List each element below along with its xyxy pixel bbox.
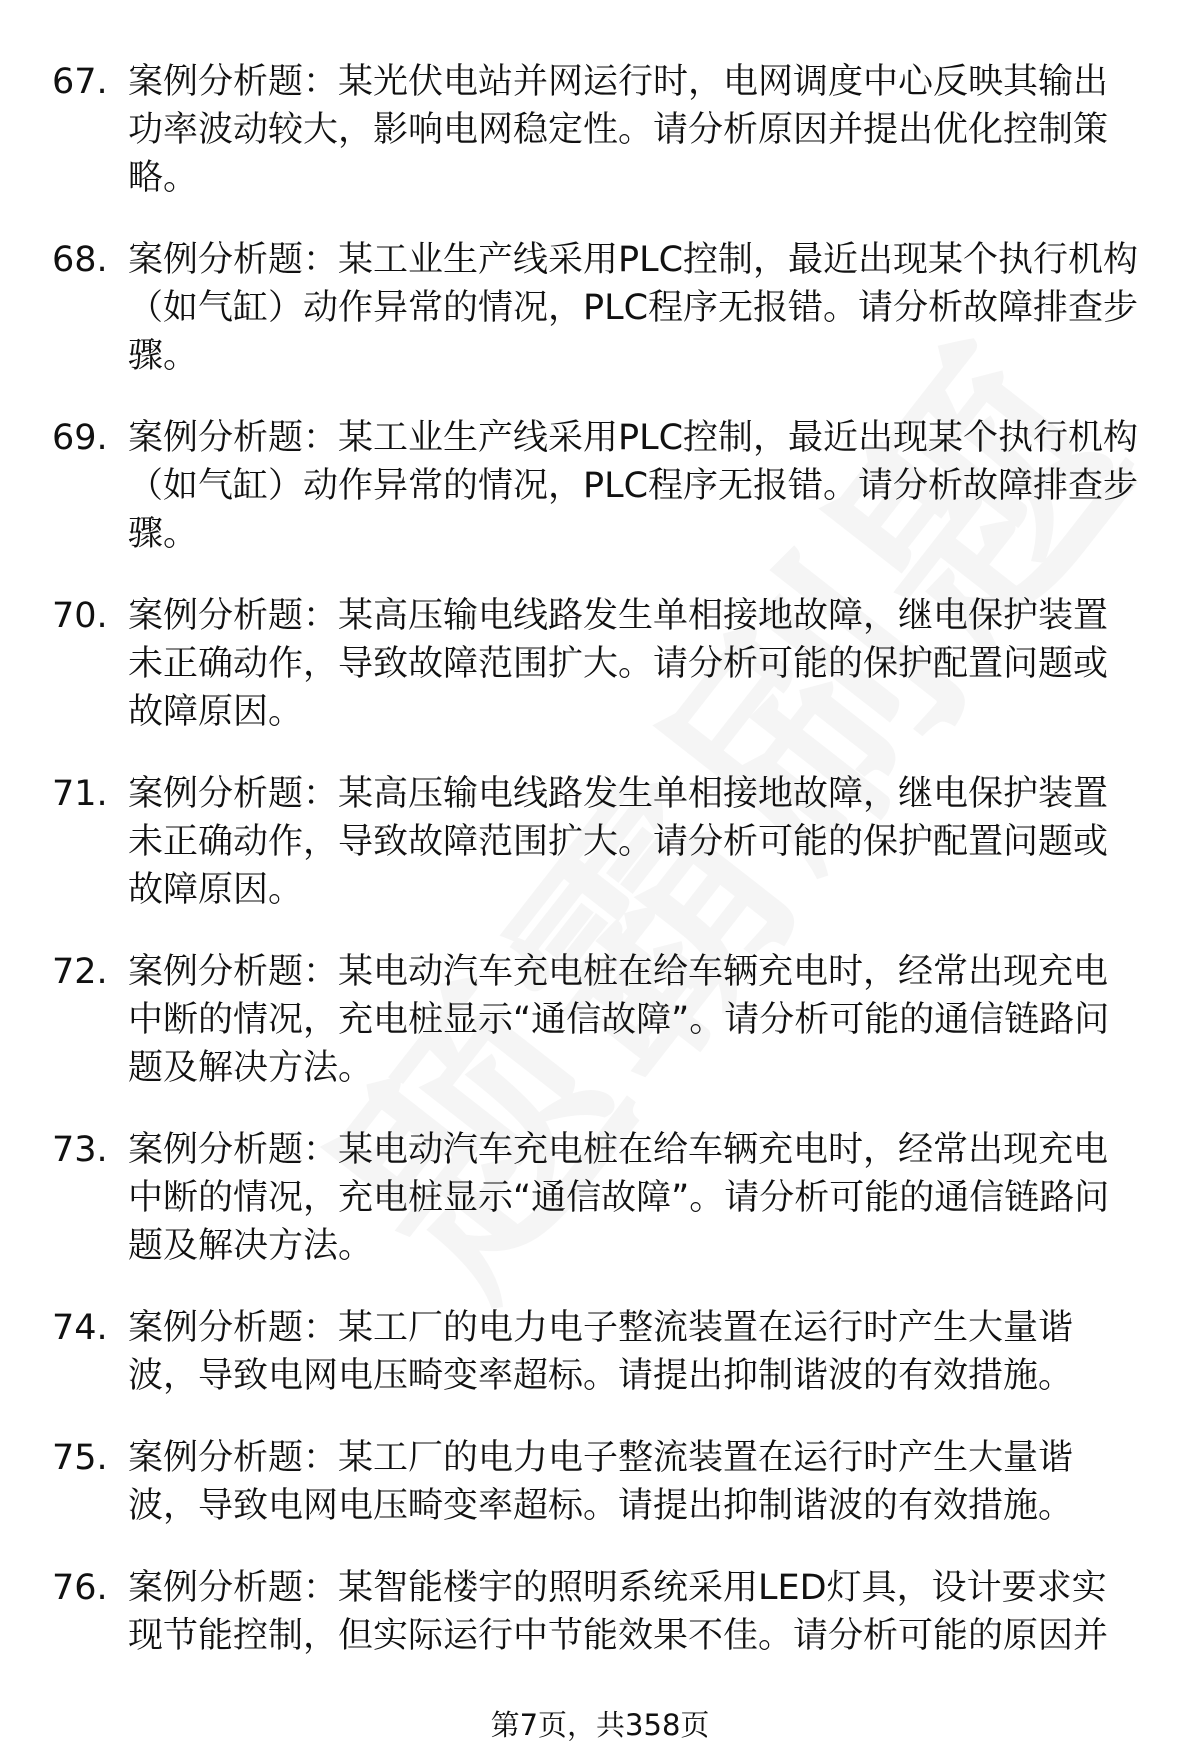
question-list [0,58,1200,1694]
question-text: 案例分析题：某工业生产线采用PLC控制，最近出现某个执行机构（如气缸）动作异常的情况，PLC程序无报错。请分析故障排查步骤。 [128,240,1139,376]
question-number: 68. [52,240,108,280]
question-text: 案例分析题：某智能楼宇的照明系统采用LED灯具，设计要求实现节能控制，但实际运行中节能效果不佳。请分析可能的原因并 [128,1568,1109,1656]
question-item [0,1126,1200,1270]
question-item [0,1564,1200,1660]
question-number: 75. [52,1438,108,1478]
question-item [0,58,1200,202]
page-footer: 第7页，共358页 [490,1708,710,1742]
question-item [0,414,1200,558]
question-text: 案例分析题：某高压输电线路发生单相接地故障，继电保护装置未正确动作，导致故障范围扩大。请分析可能的保护配置问题或故障原因。 [128,774,1109,910]
question-item [0,1434,1200,1530]
question-item [0,236,1200,380]
question-item [0,1304,1200,1400]
question-text: 案例分析题：某电动汽车充电桩在给车辆充电时，经常出现充电中断的情况，充电桩显示“通信故障”。请分析可能的通信链路问题及解决方法。 [128,1130,1110,1266]
question-item [0,592,1200,736]
question-text: 案例分析题：某工厂的电力电子整流装置在运行时产生大量谐波，导致电网电压畸变率超标。请提出抑制谐波的有效措施。 [128,1438,1074,1526]
question-number: 67. [52,62,108,102]
question-item [0,770,1200,914]
question-text: 案例分析题：某工厂的电力电子整流装置在运行时产生大量谐波，导致电网电压畸变率超标。请提出抑制谐波的有效措施。 [128,1308,1074,1396]
question-number: 72. [52,952,108,992]
question-text: 案例分析题：某工业生产线采用PLC控制，最近出现某个执行机构（如气缸）动作异常的情况，PLC程序无报错。请分析故障排查步骤。 [128,418,1139,554]
question-text: 案例分析题：某光伏电站并网运行时，电网调度中心反映其输出功率波动较大，影响电网稳定性。请分析原因并提出优化控制策略。 [128,62,1109,198]
question-number: 70. [52,596,108,636]
question-number: 74. [52,1308,108,1348]
question-number: 73. [52,1130,108,1170]
question-number: 71. [52,774,108,814]
question-item [0,948,1200,1092]
question-text: 案例分析题：某电动汽车充电桩在给车辆充电时，经常出现充电中断的情况，充电桩显示“通信故障”。请分析可能的通信链路问题及解决方法。 [128,952,1110,1088]
question-number: 76. [52,1568,108,1608]
question-number: 69. [52,418,108,458]
question-text: 案例分析题：某高压输电线路发生单相接地故障，继电保护装置未正确动作，导致故障范围扩大。请分析可能的保护配置问题或故障原因。 [128,596,1109,732]
